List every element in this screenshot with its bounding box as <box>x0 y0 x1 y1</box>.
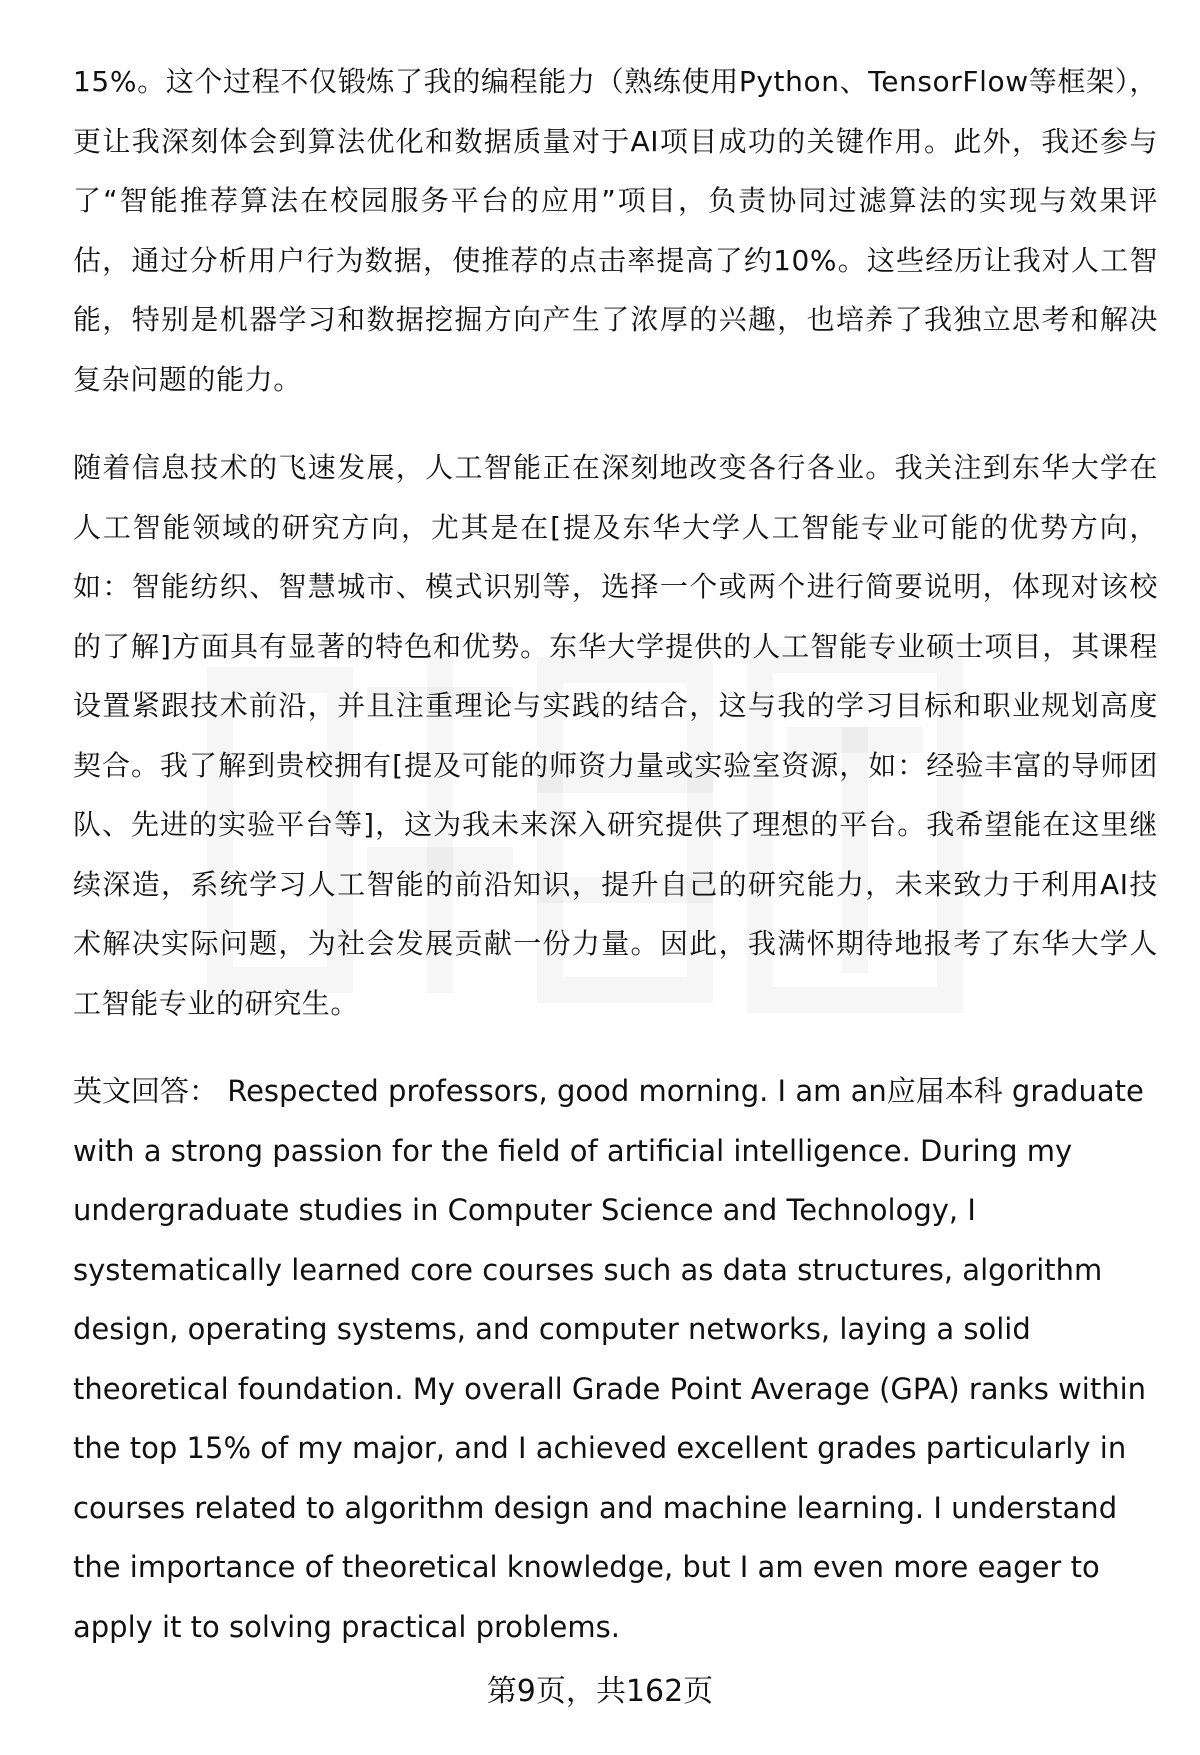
paragraph-experience: 15%。这个过程不仅锻炼了我的编程能力（熟练使用Python、TensorFlow等框架），更让我深刻体会到算法优化和数据质量对于AI项目成功的关键作用。此外，我还参与了“智能推荐算法在校园服务平台的应用”项目，负责协同过滤算法的实现与效果评估，通过分析用户行为数据，使推荐的点击率提高了约10%。这些经历让我对人工智能，特别是机器学习和数据挖掘方向产生了浓厚的兴趣，也培养了我独立思考和解决复杂问题的能力。 <box>73 65 1158 396</box>
paragraph-english-answer: 英文回答： Respected professors, good morning. I am an应届本科 graduate with a strong passion for the field of artificial intelligence. During my undergraduate studies in Computer Science and Technology, I systematically learned core courses such as data structures, algorithm design, operating systems, and computer networks, laying a solid theoretical foundation. My overall Grade Point Average (GPA) ranks within the top 15% of my major, and I achieved excellent grades particularly in courses related to algorithm design and machine learning. I understand the importance of theoretical knowledge, but I am even more eager to apply it to solving practical problems. <box>73 1074 1147 1644</box>
document-body <box>73 52 1158 1657</box>
paragraph-motivation: 随着信息技术的飞速发展，人工智能正在深刻地改变各行各业。我关注到东华大学在人工智能领域的研究方向，尤其是在[提及东华大学人工智能专业可能的优势方向，如：智能纺织、智慧城市、模式识别等，选择一个或两个进行简要说明，体现对该校的了解]方面具有显著的特色和优势。东华大学提供的人工智能专业硕士项目，其课程设置紧跟技术前沿，并且注重理论与实践的结合，这与我的学习目标和职业规划高度契合。我了解到贵校拥有[提及可能的师资力量或实验室资源，如：经验丰富的导师团队、先进的实验平台等]，这为我未来深入研究提供了理想的平台。我希望能在这里继续深造，系统学习人工智能的前沿知识，提升自己的研究能力，未来致力于利用AI技术解决实际问题，为社会发展贡献一份力量。因此，我满怀期待地报考了东华大学人工智能专业的研究生。 <box>73 451 1158 1020</box>
page-number-footer: 第9页，共162页 <box>486 1674 714 1709</box>
